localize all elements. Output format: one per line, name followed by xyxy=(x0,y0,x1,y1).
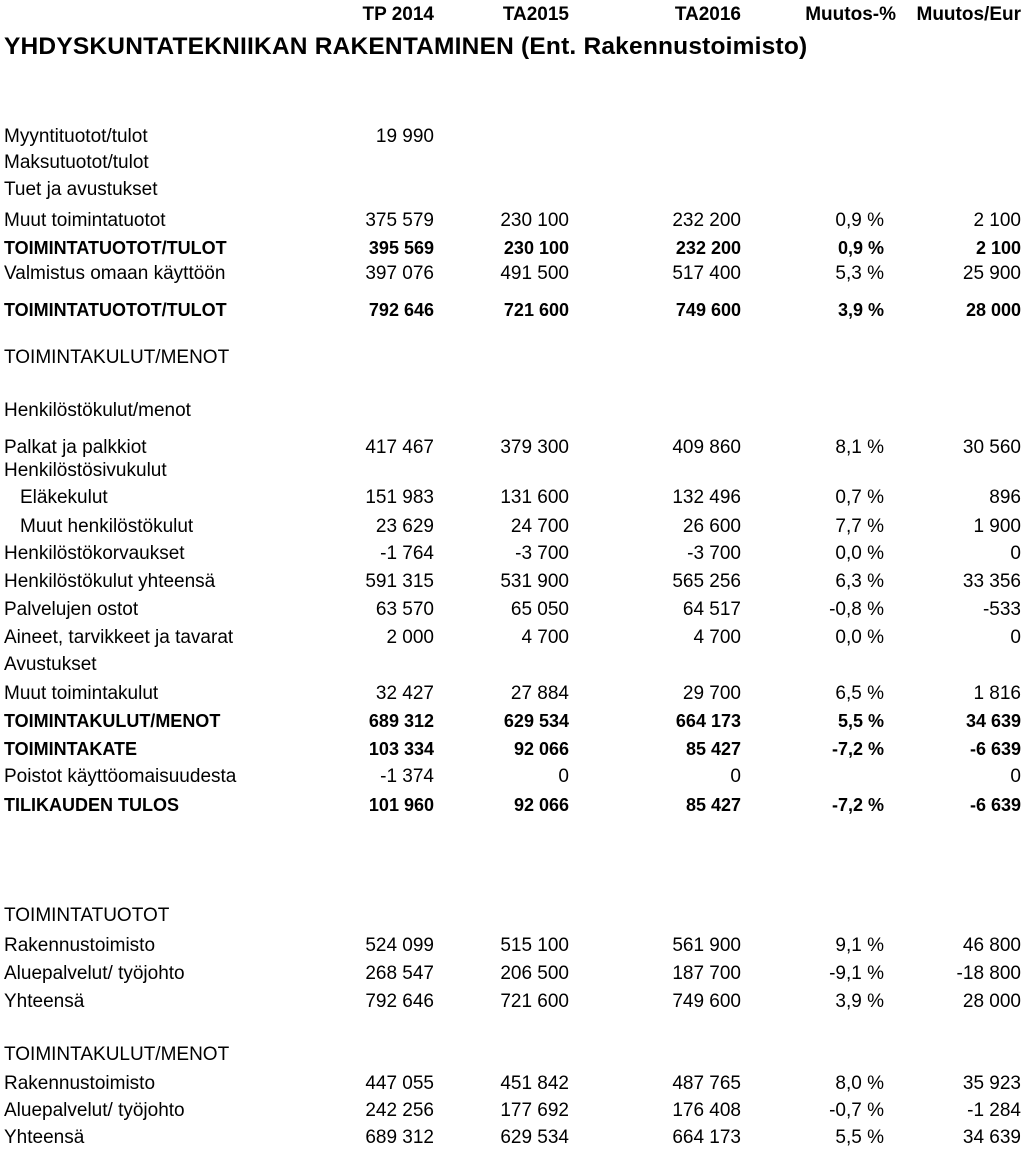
value-muutos-eur: 28 000 xyxy=(962,991,1021,1012)
table-row xyxy=(0,933,1024,959)
value-tp2014: -1 764 xyxy=(380,543,434,564)
value-tp2014: 2 000 xyxy=(386,627,434,648)
value-muutos-eur: -6 639 xyxy=(969,795,1021,815)
value-ta2015: 131 600 xyxy=(500,487,569,508)
value-muutos-eur: -1 284 xyxy=(967,1100,1021,1121)
row-label: Henkilöstösivukulut xyxy=(4,460,167,481)
value-muutos-pct: 7,7 % xyxy=(835,516,884,537)
value-muutos-eur: 0 xyxy=(1010,627,1021,648)
value-muutos-eur: -533 xyxy=(982,599,1021,620)
value-ta2015: 721 600 xyxy=(500,991,569,1012)
value-muutos-eur: 25 900 xyxy=(962,263,1021,284)
row-label: Eläkekulut xyxy=(20,487,108,508)
table-row xyxy=(0,208,1024,234)
value-muutos-pct: 0,9 % xyxy=(835,210,884,231)
value-ta2016: 4 700 xyxy=(693,627,741,648)
value-ta2015: 27 884 xyxy=(510,683,569,704)
value-tp2014: 447 055 xyxy=(365,1073,434,1094)
header-muutos-eur: Muutos/Eur xyxy=(916,4,1021,25)
row-label: TOIMINTAKULUT/MENOT xyxy=(4,1044,230,1065)
value-ta2016: 749 600 xyxy=(672,991,741,1012)
value-muutos-pct: 8,1 % xyxy=(835,437,884,458)
value-ta2015: 451 842 xyxy=(500,1073,569,1094)
header-muutos-pct: Muutos-% xyxy=(805,4,896,25)
value-ta2016: 517 400 xyxy=(672,263,741,284)
value-ta2016: 565 256 xyxy=(672,571,741,592)
value-muutos-eur: 2 100 xyxy=(975,238,1021,258)
row-label: Yhteensä xyxy=(4,991,85,1012)
value-ta2015: 230 100 xyxy=(500,210,569,231)
value-ta2016: 561 900 xyxy=(672,935,741,956)
value-muutos-eur: 896 xyxy=(989,487,1021,508)
value-tp2014: 524 099 xyxy=(365,935,434,956)
value-ta2015: 629 534 xyxy=(503,711,569,731)
value-muutos-pct: 8,0 % xyxy=(835,1073,884,1094)
value-muutos-eur: 1 900 xyxy=(973,516,1021,537)
header-tp2014: TP 2014 xyxy=(362,4,434,25)
row-label: Palkat ja palkkiot xyxy=(4,437,147,458)
value-tp2014: 689 312 xyxy=(368,711,434,731)
value-ta2015: 379 300 xyxy=(500,437,569,458)
value-ta2016: 187 700 xyxy=(672,963,741,984)
table-row xyxy=(0,541,1024,567)
value-muutos-eur: 0 xyxy=(1010,543,1021,564)
value-muutos-eur: 1 816 xyxy=(973,683,1021,704)
value-ta2015: 177 692 xyxy=(500,1100,569,1121)
value-muutos-pct: -9,1 % xyxy=(829,963,884,984)
row-label: TOIMINTATUOTOT xyxy=(4,905,170,926)
value-muutos-eur: 30 560 xyxy=(962,437,1021,458)
row-label: Maksutuotot/tulot xyxy=(4,152,149,173)
value-muutos-pct: 5,3 % xyxy=(835,263,884,284)
value-muutos-pct: 3,9 % xyxy=(835,991,884,1012)
value-ta2016: 132 496 xyxy=(672,487,741,508)
header-ta2015: TA2015 xyxy=(502,4,569,25)
value-muutos-pct: -7,2 % xyxy=(831,739,884,759)
value-tp2014: 689 312 xyxy=(365,1127,434,1148)
value-muutos-eur: 33 356 xyxy=(962,571,1021,592)
value-ta2015: 491 500 xyxy=(500,263,569,284)
table-row xyxy=(0,597,1024,623)
row-label: Muut toimintakulut xyxy=(4,683,159,704)
value-ta2016: -3 700 xyxy=(687,543,741,564)
value-muutos-eur: -18 800 xyxy=(956,963,1021,984)
table-row xyxy=(0,764,1024,790)
value-ta2016: 85 427 xyxy=(685,739,741,759)
value-tp2014: 23 629 xyxy=(375,516,434,537)
row-label: Yhteensä xyxy=(4,1127,85,1148)
value-muutos-pct: 6,3 % xyxy=(835,571,884,592)
value-tp2014: 591 315 xyxy=(365,571,434,592)
value-muutos-pct: 0,0 % xyxy=(835,627,884,648)
row-label: Henkilöstökulut/menot xyxy=(4,400,191,421)
value-ta2016: 664 173 xyxy=(672,1127,741,1148)
row-label: TILIKAUDEN TULOS xyxy=(4,795,179,815)
value-ta2016: 176 408 xyxy=(672,1100,741,1121)
table-row xyxy=(0,1098,1024,1124)
table-row xyxy=(0,736,1024,762)
table-row xyxy=(0,569,1024,595)
value-muutos-eur: 34 639 xyxy=(962,1127,1021,1148)
value-tp2014: 32 427 xyxy=(375,683,434,704)
table-row xyxy=(0,177,1024,203)
table-row xyxy=(0,485,1024,511)
value-muutos-pct: 9,1 % xyxy=(835,935,884,956)
value-muutos-eur: 28 000 xyxy=(965,300,1021,320)
row-label: Aluepalvelut/ työjohto xyxy=(4,1100,185,1121)
row-label: Palvelujen ostot xyxy=(4,599,139,620)
table-row xyxy=(0,1125,1024,1151)
table-row xyxy=(0,514,1024,540)
table-row xyxy=(0,681,1024,707)
value-ta2016: 29 700 xyxy=(682,683,741,704)
value-tp2014: 151 983 xyxy=(365,487,434,508)
value-tp2014: 375 579 xyxy=(365,210,434,231)
value-tp2014: 103 334 xyxy=(368,739,434,759)
value-muutos-eur: 46 800 xyxy=(962,935,1021,956)
value-ta2015: 0 xyxy=(558,766,569,787)
value-tp2014: 792 646 xyxy=(365,991,434,1012)
value-tp2014: 417 467 xyxy=(365,437,434,458)
value-muutos-pct: -7,2 % xyxy=(831,795,884,815)
row-label: TOIMINTAKULUT/MENOT xyxy=(4,711,221,731)
value-muutos-eur: 35 923 xyxy=(962,1073,1021,1094)
value-tp2014: 268 547 xyxy=(365,963,434,984)
row-label: Rakennustoimisto xyxy=(4,1073,156,1094)
value-muutos-eur: 0 xyxy=(1010,766,1021,787)
value-muutos-eur: 2 100 xyxy=(973,210,1021,231)
value-ta2015: 92 066 xyxy=(513,795,569,815)
value-tp2014: 397 076 xyxy=(365,263,434,284)
value-ta2015: 4 700 xyxy=(521,627,569,648)
table-row xyxy=(0,903,1024,929)
value-ta2016: 232 200 xyxy=(672,210,741,231)
table-row xyxy=(0,345,1024,371)
row-label: Tuet ja avustukset xyxy=(4,179,158,200)
value-muutos-pct: -0,8 % xyxy=(829,599,884,620)
value-tp2014: 792 646 xyxy=(368,300,434,320)
value-tp2014: -1 374 xyxy=(380,766,434,787)
value-ta2015: 24 700 xyxy=(510,516,569,537)
value-muutos-pct: 0,9 % xyxy=(837,238,884,258)
row-label: Poistot käyttöomaisuudesta xyxy=(4,766,237,787)
row-label: TOIMINTATUOTOT/TULOT xyxy=(4,238,227,258)
table-row xyxy=(0,989,1024,1015)
value-muutos-pct: 6,5 % xyxy=(835,683,884,704)
value-muutos-pct: 5,5 % xyxy=(835,1127,884,1148)
row-label: Aineet, tarvikkeet ja tavarat xyxy=(4,627,234,648)
value-tp2014: 19 990 xyxy=(375,126,434,147)
value-tp2014: 395 569 xyxy=(368,238,434,258)
row-label: Avustukset xyxy=(4,654,97,675)
value-ta2015: 629 534 xyxy=(500,1127,569,1148)
row-label: Aluepalvelut/ työjohto xyxy=(4,963,185,984)
value-ta2015: -3 700 xyxy=(515,543,569,564)
row-label: Valmistus omaan käyttöön xyxy=(4,263,226,284)
value-ta2015: 230 100 xyxy=(503,238,569,258)
table-row xyxy=(0,124,1024,150)
table-row xyxy=(0,708,1024,734)
table-row xyxy=(0,625,1024,651)
row-label: Muut toimintatuotot xyxy=(4,210,166,231)
table-row xyxy=(0,1071,1024,1097)
table-row xyxy=(0,458,1024,484)
value-ta2016: 232 200 xyxy=(675,238,741,258)
value-ta2015: 531 900 xyxy=(500,571,569,592)
row-label: Henkilöstökulut yhteensä xyxy=(4,571,216,592)
value-ta2016: 85 427 xyxy=(685,795,741,815)
row-label: Muut henkilöstökulut xyxy=(20,516,194,537)
value-muutos-pct: -0,7 % xyxy=(829,1100,884,1121)
value-ta2015: 65 050 xyxy=(510,599,569,620)
value-muutos-eur: 34 639 xyxy=(965,711,1021,731)
value-muutos-pct: 3,9 % xyxy=(837,300,884,320)
value-ta2016: 64 517 xyxy=(682,599,741,620)
value-ta2015: 206 500 xyxy=(500,963,569,984)
value-ta2016: 409 860 xyxy=(672,437,741,458)
table-row xyxy=(0,792,1024,818)
row-label: Myyntituotot/tulot xyxy=(4,126,148,147)
value-ta2016: 0 xyxy=(730,766,741,787)
value-muutos-pct: 0,7 % xyxy=(835,487,884,508)
row-label: Rakennustoimisto xyxy=(4,935,156,956)
value-ta2015: 92 066 xyxy=(513,739,569,759)
row-label: TOIMINTAKATE xyxy=(4,739,137,759)
table-row xyxy=(0,652,1024,678)
table-row xyxy=(0,398,1024,424)
table-row xyxy=(0,235,1024,261)
value-ta2016: 487 765 xyxy=(672,1073,741,1094)
table-row xyxy=(0,150,1024,176)
value-ta2015: 721 600 xyxy=(503,300,569,320)
value-muutos-pct: 0,0 % xyxy=(835,543,884,564)
value-tp2014: 242 256 xyxy=(365,1100,434,1121)
row-label: Henkilöstökorvaukset xyxy=(4,543,185,564)
value-tp2014: 63 570 xyxy=(375,599,434,620)
value-tp2014: 101 960 xyxy=(368,795,434,815)
row-label: TOIMINTAKULUT/MENOT xyxy=(4,347,230,368)
value-ta2015: 515 100 xyxy=(500,935,569,956)
value-muutos-pct: 5,5 % xyxy=(837,711,884,731)
row-label: TOIMINTATUOTOT/TULOT xyxy=(4,300,227,320)
table-row xyxy=(0,297,1024,323)
header-ta2016: TA2016 xyxy=(674,4,741,25)
page-title: YHDYSKUNTATEKNIIKAN RAKENTAMINEN (Ent. Rakennustoimisto) xyxy=(4,33,808,60)
table-row xyxy=(0,961,1024,987)
value-ta2016: 26 600 xyxy=(682,516,741,537)
value-muutos-eur: -6 639 xyxy=(969,739,1021,759)
value-ta2016: 664 173 xyxy=(675,711,741,731)
table-row xyxy=(0,261,1024,287)
table-row xyxy=(0,1042,1024,1068)
value-ta2016: 749 600 xyxy=(675,300,741,320)
